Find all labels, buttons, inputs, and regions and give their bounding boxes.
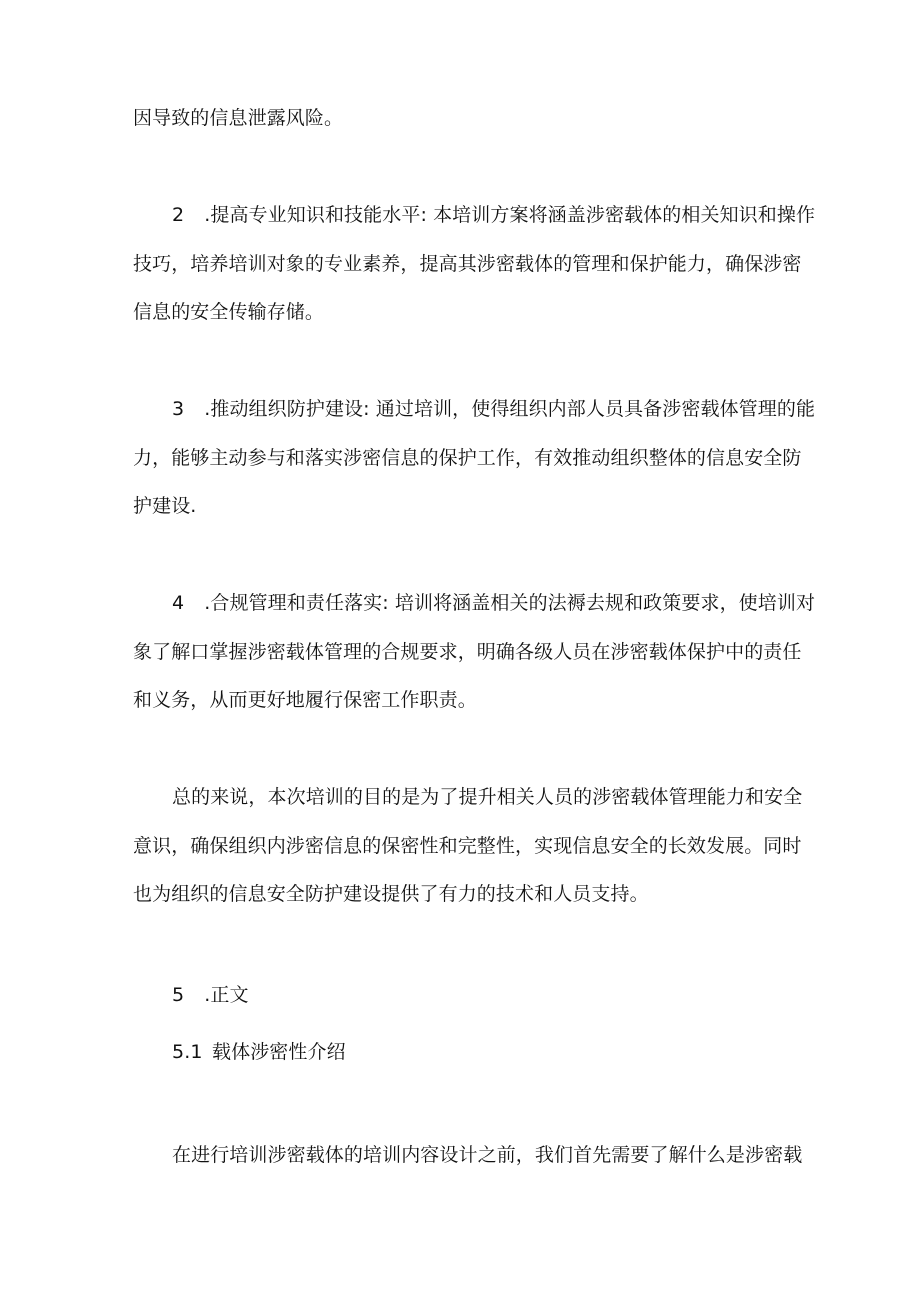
list-item-4-line-3: 和义务，从而更好地履行保密工作职责。 [133, 689, 477, 711]
list-item-2-line-2: 技巧，培养培训对象的专业素养，提高其涉密载体的管理和保护能力，确保涉密 [133, 253, 802, 275]
list-item-4-text: .合规管理和责任落实: 培训将涵盖相关的法褥去规和政策要求，使培训对 [204, 592, 816, 614]
summary-line-3: 也为组织的信息安全防护建设提供了有力的技术和人员支持。 [133, 883, 649, 905]
list-item-3-number: 3 [172, 398, 185, 420]
list-item-3-line-1 [172, 397, 815, 421]
section-5-heading [172, 983, 249, 1007]
list-item-3-line-3: 护建设. [133, 495, 197, 517]
summary-line-1: 总的来说，本次培训的目的是为了提升相关人员的涉密载体管理能力和安全 [172, 786, 803, 808]
section-5-number: 5 [172, 984, 185, 1006]
list-item-3-text: .推动组织防护建设: 通过培训，使得组织内部人员具备涉密载体管理的能 [204, 398, 816, 420]
list-item-4-line-1 [172, 591, 815, 615]
section-5-title: .正文 [204, 984, 249, 1006]
paragraph-continuation-line: 因导致的信息泄露风险。 [133, 107, 344, 129]
summary-line-2: 意识，确保组织内涉密信息的保密性和完整性，实现信息安全的长效发展。同时 [133, 835, 802, 857]
list-item-2-number: 2 [172, 204, 185, 226]
intro-line-1: 在进行培训涉密载体的培训内容设计之前，我们首先需要了解什么是涉密载 [172, 1144, 803, 1166]
list-item-3-line-2: 力，能够主动参与和落实涉密信息的保护工作，有效推动组织整体的信息安全防 [133, 447, 802, 469]
section-5-1-heading [172, 1040, 346, 1064]
section-5-1-number: 5.1 [172, 1041, 203, 1063]
list-item-2-text: .提高专业知识和技能水平: 本培训方案将涵盖涉密载体的相关知识和操作 [204, 204, 816, 226]
section-5-1-title: 载体涉密性介绍 [212, 1041, 346, 1063]
list-item-4-line-2: 象了解口掌握涉密载体管理的合规要求，明确各级人员在涉密载体保护中的责任 [133, 641, 802, 663]
list-item-4-number: 4 [172, 592, 185, 614]
list-item-2-line-3: 信息的安全传输存储。 [133, 301, 325, 323]
list-item-2-line-1 [172, 203, 815, 227]
